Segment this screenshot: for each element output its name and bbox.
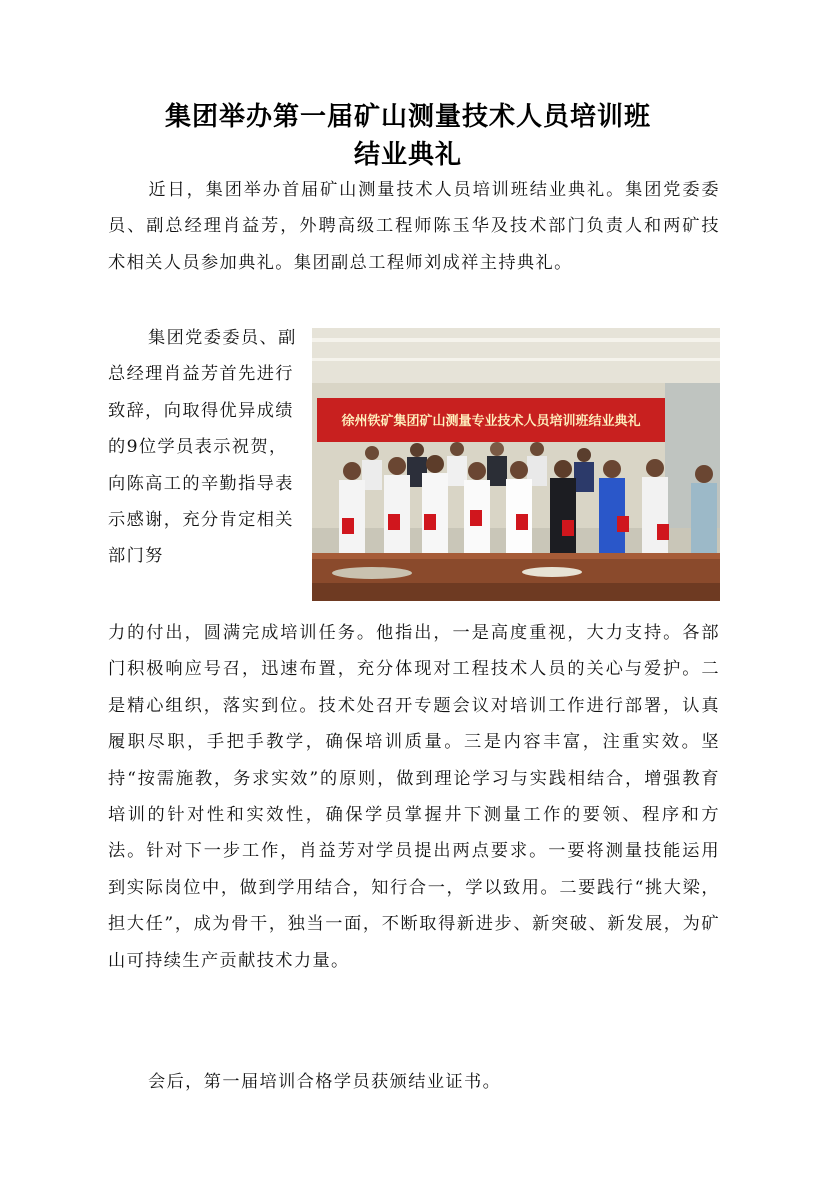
paragraph-3-text: 会后，第一届培训合格学员获颁结业证书。 xyxy=(148,1072,502,1092)
banner-text: 徐州铁矿集团矿山测量专业技术人员培训班结业典礼 xyxy=(341,414,641,429)
paragraph-2-continued: 力的付出，圆满完成培训任务。他指出，一是高度重视，大力支持。各部门积极响应号召，迅速布置，充分体现对工程技术人员的关心与爱护。二是精心组织，落实到位。技术处召开专题会议对培训工作进行部署，认真履职尽职，手把手教学，确保培训质量。三是内容丰富，注重实效。坚持“按需施教，务求实效”的原则，做到理论学习与实践相结合，增强教育培训的针对性和实效性，确保学员掌握井下测量工作的要领、程序和方法。针对下一步工作，肖益芳对学员提出两点要求。一要将测量技能运用到实际岗位中，做到学用结合，知行合一，学以致用。二要践行“挑大梁，担大任”，成为骨干，独当一面，不断取得新进步、新突破、新发展，为矿山可持续生产贡献技术力量。 xyxy=(108,623,720,971)
article-title xyxy=(0,98,816,174)
paragraph-2-wrapped xyxy=(108,320,304,575)
paragraph-1-text: 近日，集团举办首届矿山测量技术人员培训班结业典礼。集团党委委员、副总经理肖益芳，外聘高级工程师陈玉华及技术部门负责人和两矿技术相关人员参加典礼。集团副总工程师刘成祥主持典礼。 xyxy=(108,180,720,273)
paragraph-2-left-text: 集团党委委员、副总经理肖益芳首先进行致辞，向取得优异成绩的9位学员表示祝贺，向陈高工的辛勤指导表示感谢，充分肯定相关部门努 xyxy=(108,328,297,567)
paragraph-3 xyxy=(108,1064,720,1100)
title-line-1: 集团举办第一届矿山测量技术人员培训班 xyxy=(164,102,651,132)
title-line-2: 结业典礼 xyxy=(353,140,462,170)
ceremony-photo xyxy=(312,328,720,601)
paragraph-1 xyxy=(108,172,720,281)
